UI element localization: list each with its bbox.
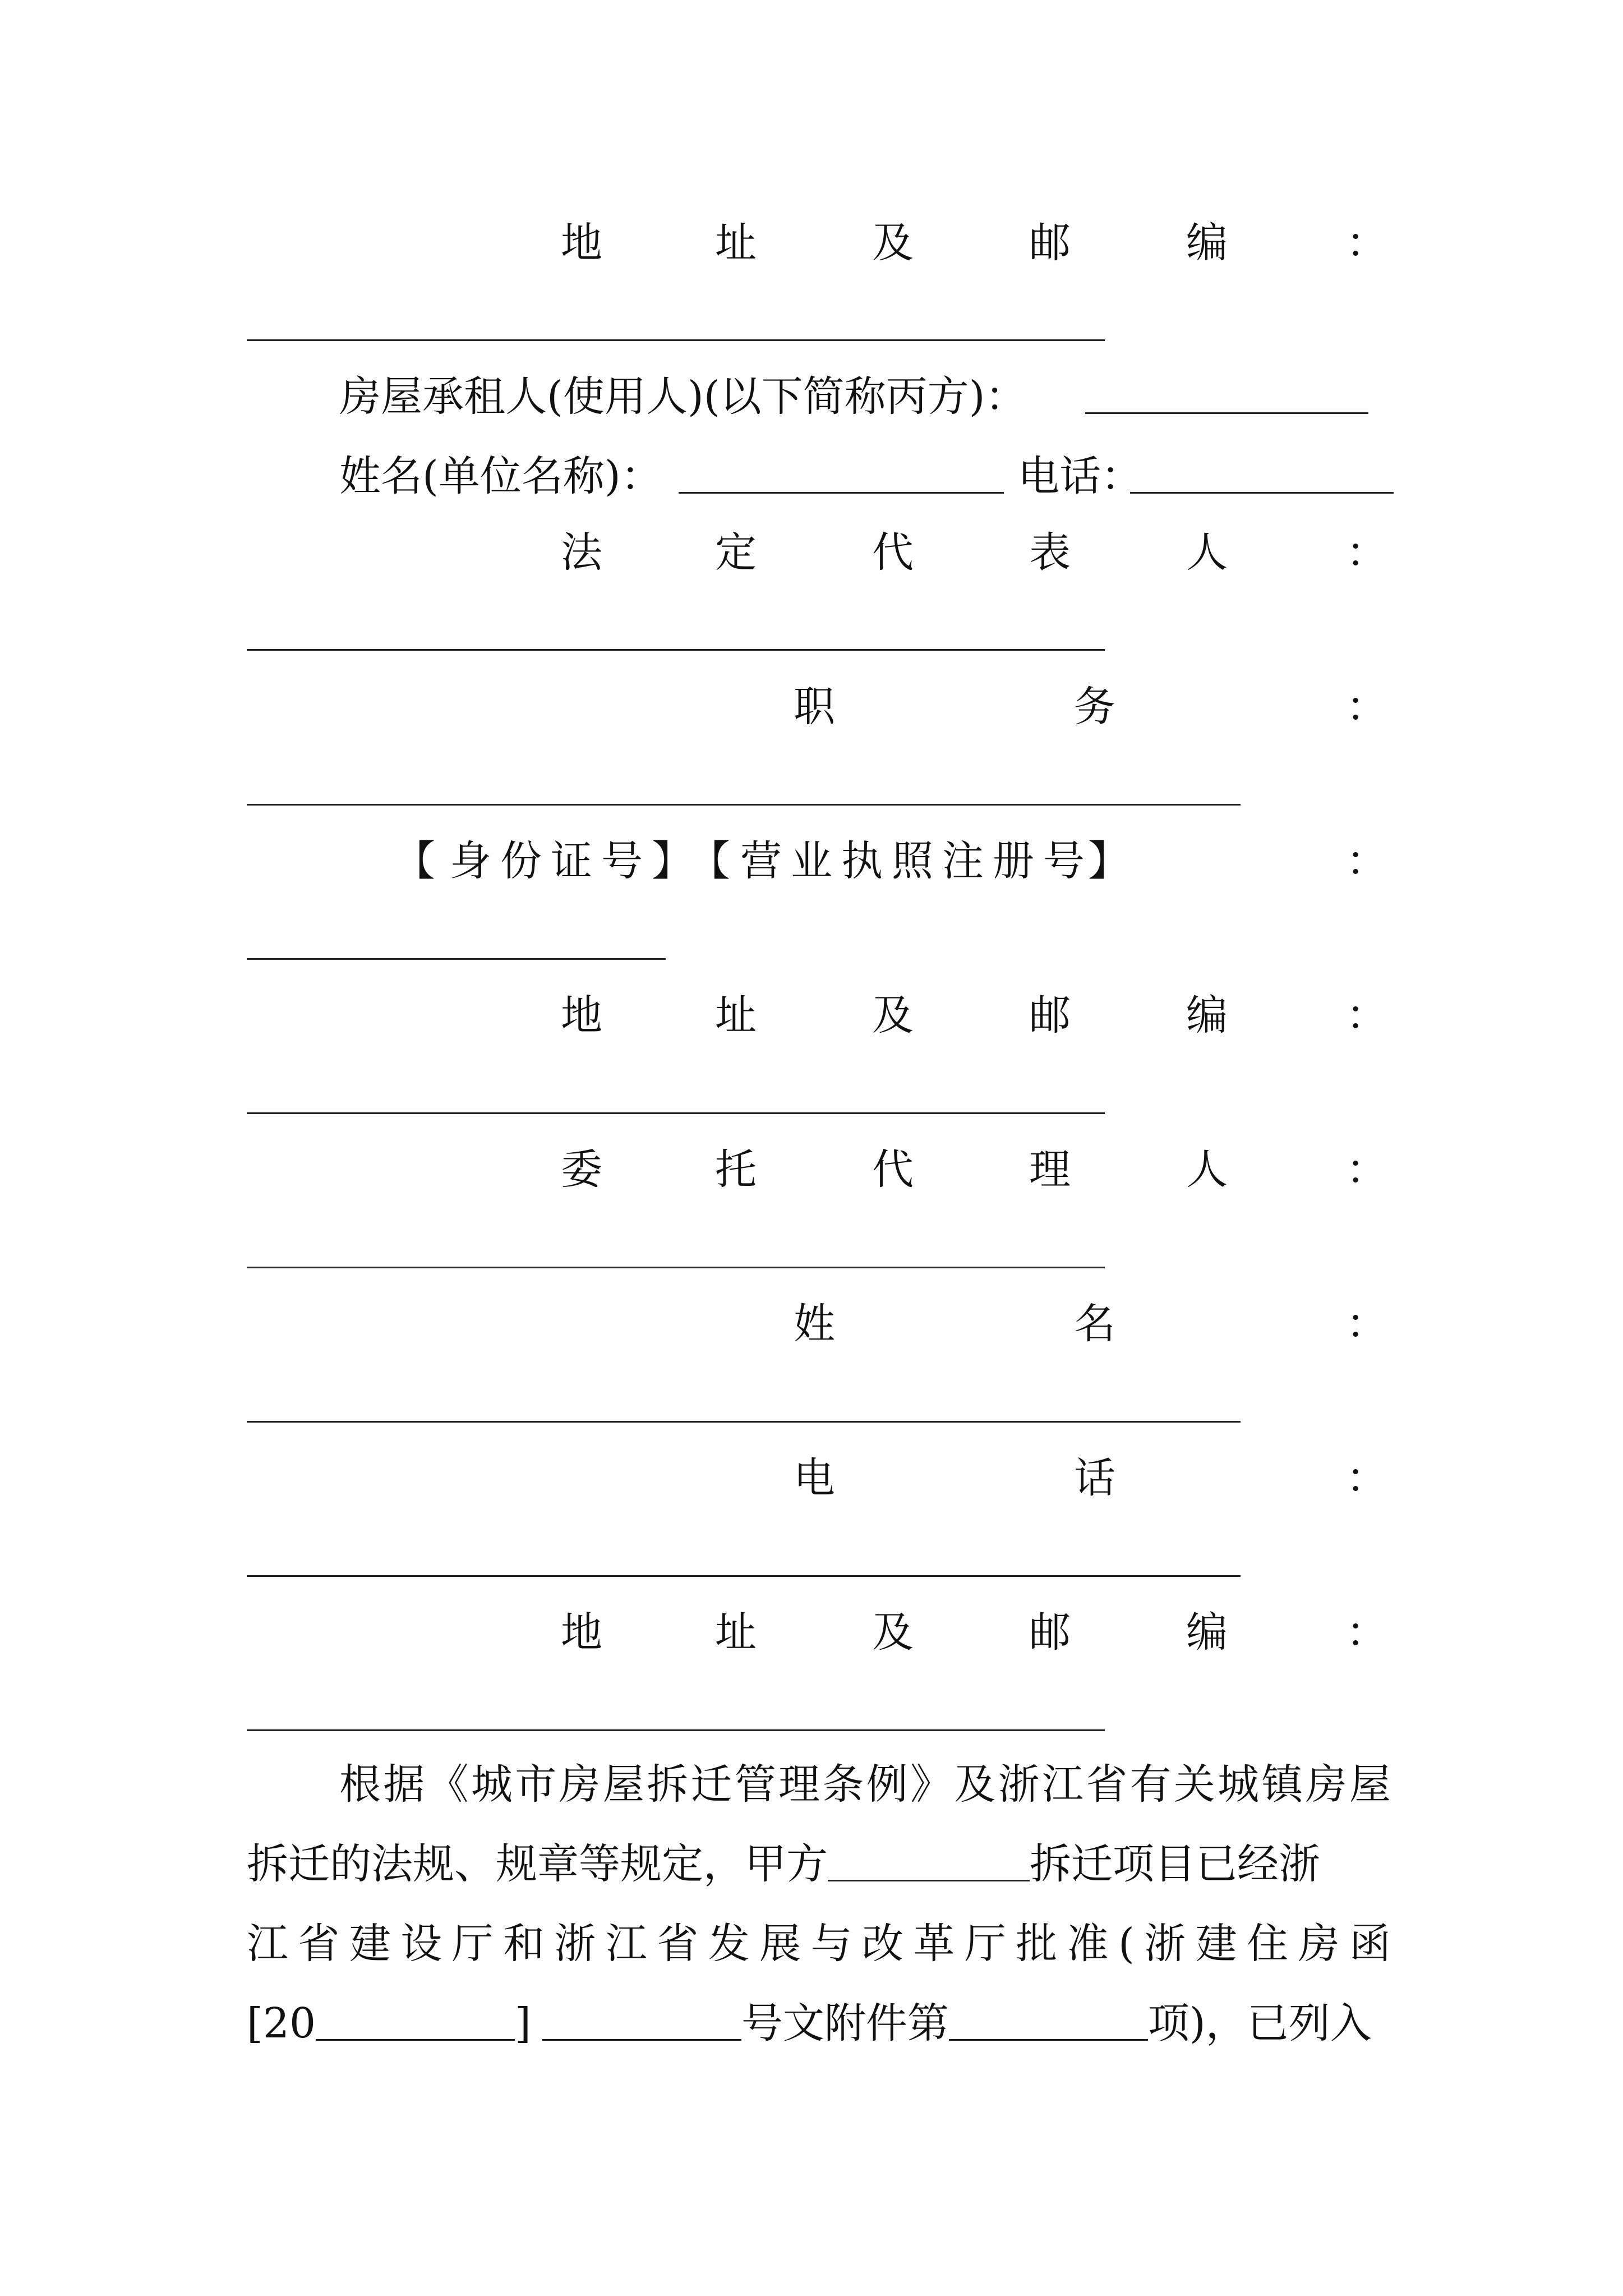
label-char: 地 bbox=[561, 991, 602, 1039]
label-char: 营 bbox=[740, 837, 782, 885]
label-char: 托 bbox=[715, 1145, 757, 1194]
label-char: 邮 bbox=[1029, 1608, 1071, 1657]
label-char: 地 bbox=[561, 1608, 602, 1657]
tenant-name-blank[interactable] bbox=[679, 440, 1004, 513]
label-char: 人 bbox=[1186, 1145, 1228, 1194]
tenant-phone-blank[interactable] bbox=[1130, 440, 1394, 513]
label-char: 及 bbox=[872, 219, 914, 267]
label-char: 【 bbox=[689, 837, 730, 885]
paragraph-line-3: 江省建设厅和浙江省发展与改革厅批准(浙建住房函 bbox=[247, 1920, 1391, 1968]
label-char: 委 bbox=[561, 1145, 602, 1194]
agent-fill-line[interactable] bbox=[247, 1267, 1105, 1268]
agent-name-label bbox=[247, 1287, 1387, 1360]
label-char: 身 bbox=[450, 837, 491, 885]
label-char: 及 bbox=[872, 991, 914, 1039]
body-paragraph bbox=[247, 1745, 1391, 2070]
colon: ： bbox=[1346, 1608, 1387, 1657]
agent-phone-label bbox=[247, 1442, 1387, 1515]
tenant-name-label: 姓名(单位名称)： bbox=[339, 452, 662, 500]
tenant-address-fill-line[interactable] bbox=[247, 1112, 1105, 1114]
colon: ： bbox=[1346, 219, 1387, 267]
label-char: 注 bbox=[942, 837, 984, 885]
label-char: 代 bbox=[872, 528, 914, 577]
lessor-address-fill-line[interactable] bbox=[247, 339, 1105, 341]
project-name-blank[interactable] bbox=[828, 1835, 1030, 1881]
legal-rep-label bbox=[247, 516, 1387, 589]
label-char: 定 bbox=[715, 528, 757, 577]
colon: ： bbox=[1346, 1300, 1387, 1348]
label-char: 姓 bbox=[794, 1300, 835, 1348]
document-number-blank[interactable] bbox=[542, 1994, 741, 2041]
label-char: 址 bbox=[715, 219, 757, 267]
label-char: 名 bbox=[1074, 1300, 1115, 1348]
year-blank[interactable] bbox=[316, 1994, 515, 2041]
label-char: 证 bbox=[551, 837, 592, 885]
position-fill-line[interactable] bbox=[247, 804, 1241, 806]
paragraph-line-2: 拆迁的法规、规章等规定，甲方 拆迁项目已经浙 bbox=[247, 1824, 1320, 1904]
colon: ： bbox=[1346, 837, 1387, 885]
label-char: 理 bbox=[1029, 1145, 1071, 1194]
label-char: 邮 bbox=[1029, 991, 1071, 1039]
colon: ： bbox=[1346, 1454, 1387, 1502]
label-char: 【 bbox=[394, 837, 435, 885]
label-char: 编 bbox=[1186, 219, 1228, 267]
paragraph-line-4: [20 ] 号文附件第 项)，已列入 bbox=[247, 1984, 1372, 2063]
label-char: 及 bbox=[872, 1608, 914, 1657]
label-char: 话 bbox=[1074, 1454, 1115, 1502]
label-char: 地 bbox=[561, 219, 602, 267]
label-char: 邮 bbox=[1029, 219, 1071, 267]
agent-label bbox=[247, 1133, 1387, 1206]
label-char: 编 bbox=[1186, 991, 1228, 1039]
tenant-header-blank[interactable] bbox=[1085, 360, 1368, 433]
tenant-header-row bbox=[247, 360, 1368, 433]
attachment-item-blank[interactable] bbox=[949, 1994, 1148, 2041]
colon: ： bbox=[1346, 528, 1387, 577]
label-char: 职 bbox=[794, 683, 835, 731]
tenant-address-label bbox=[247, 979, 1387, 1052]
legal-rep-fill-line[interactable] bbox=[247, 649, 1105, 651]
label-char: 址 bbox=[715, 1608, 757, 1657]
colon: ： bbox=[1346, 991, 1387, 1039]
label-char: 】 bbox=[652, 837, 693, 885]
id-number-fill-line[interactable] bbox=[247, 958, 666, 960]
label-char: 照 bbox=[892, 837, 933, 885]
tenant-phone-label: 电话： bbox=[1018, 452, 1142, 500]
label-char: 代 bbox=[872, 1145, 914, 1194]
paragraph-line-1: 根据《城市房屋拆迁管理条例》及浙江省有关城镇房屋 bbox=[339, 1760, 1391, 1809]
colon: ： bbox=[1346, 683, 1387, 731]
label-char: 】 bbox=[1088, 837, 1129, 885]
position-label bbox=[247, 670, 1387, 743]
agent-address-fill-line[interactable] bbox=[247, 1729, 1105, 1731]
label-char: 法 bbox=[561, 528, 602, 577]
label-char: 电 bbox=[794, 1454, 835, 1502]
lessor-address-label bbox=[247, 206, 1387, 279]
agent-address-label bbox=[247, 1596, 1387, 1669]
label-char: 务 bbox=[1074, 683, 1115, 731]
tenant-header-label: 房屋承租人(使用人)(以下简称丙方)： bbox=[339, 372, 1027, 421]
agent-name-fill-line[interactable] bbox=[247, 1421, 1241, 1423]
label-char: 份 bbox=[500, 837, 542, 885]
label-char: 编 bbox=[1186, 1608, 1228, 1657]
tenant-name-phone-row bbox=[247, 440, 1368, 513]
colon: ： bbox=[1346, 1145, 1387, 1194]
label-char: 号 bbox=[1043, 837, 1085, 885]
label-char: 人 bbox=[1186, 528, 1228, 577]
label-char: 业 bbox=[791, 837, 832, 885]
label-char: 址 bbox=[715, 991, 757, 1039]
label-char: 册 bbox=[993, 837, 1034, 885]
label-char: 执 bbox=[841, 837, 883, 885]
label-char: 表 bbox=[1029, 528, 1071, 577]
label-char: 号 bbox=[601, 837, 643, 885]
id-number-label bbox=[247, 825, 1387, 898]
agent-phone-fill-line[interactable] bbox=[247, 1575, 1241, 1577]
